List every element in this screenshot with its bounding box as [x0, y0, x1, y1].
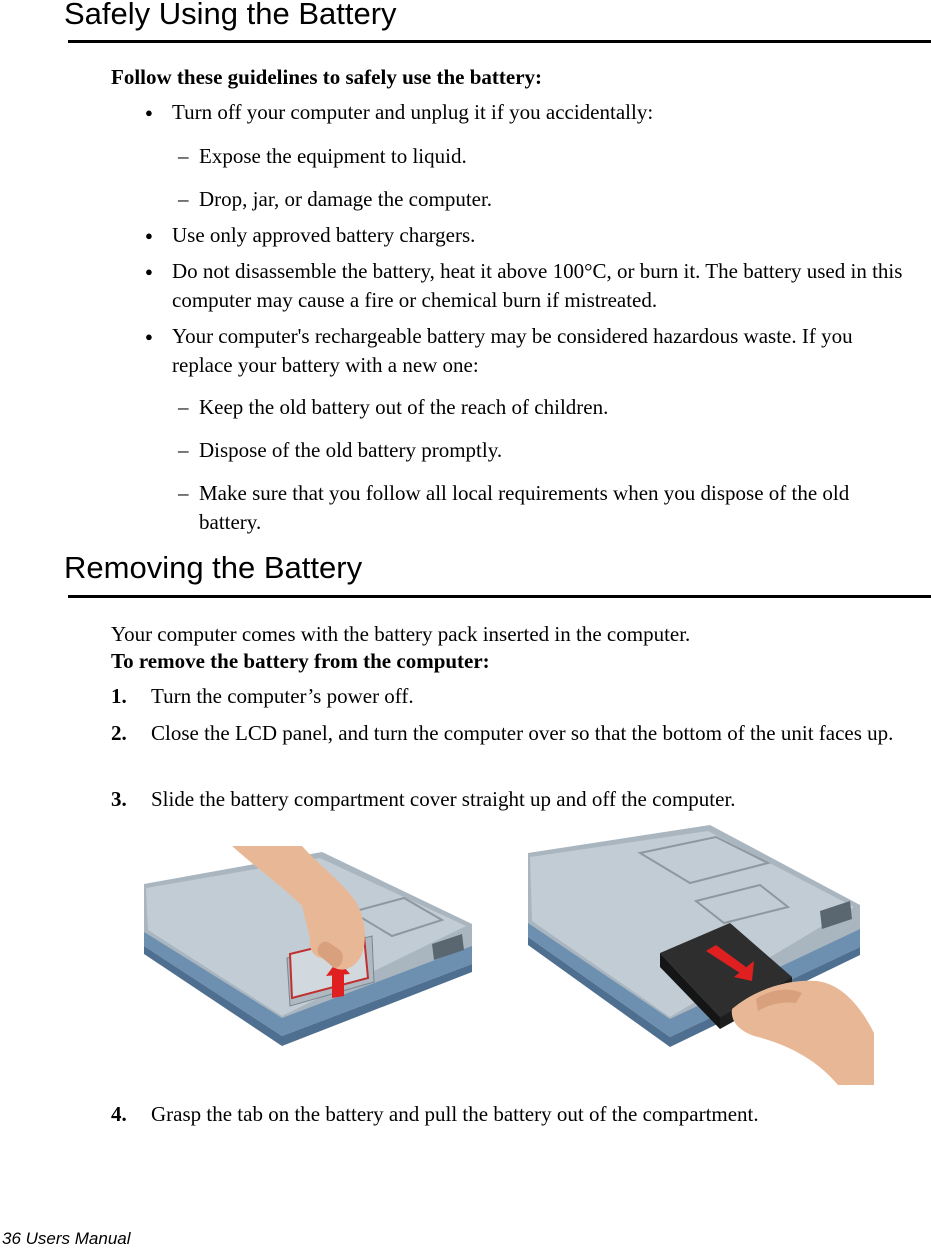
laptop-cover-removal-illustration: [142, 846, 482, 1082]
sub-keep-from-children: Keep the old battery out of the reach of children.: [199, 395, 609, 419]
laptop-battery-removal-illustration: [520, 823, 874, 1085]
sub-dispose-promptly: Dispose of the old battery promptly.: [199, 438, 503, 462]
sub-local-requirements: Make sure that you follow all local requirements when you dispose of the old battery.: [199, 481, 850, 534]
sub-drop-jar: Drop, jar, or damage the computer.: [199, 187, 493, 211]
bullet-glyph: ●: [145, 329, 153, 344]
step-number: 4.: [111, 1102, 127, 1126]
bullet-glyph: ●: [145, 228, 153, 243]
heading-rule: [68, 595, 931, 598]
sub-expose-liquid: Expose the equipment to liquid.: [199, 144, 467, 168]
removing-intro: Your computer comes with the battery pack inserted in the computer.: [111, 622, 691, 646]
bullet-turn-off: Turn off your computer and unplug it if you accidentally:: [172, 100, 654, 124]
guidelines-intro: Follow these guidelines to safely use the battery:: [111, 65, 543, 89]
dash-glyph: –: [178, 395, 189, 419]
step-text: Grasp the tab on the battery and pull the battery out of the compartment.: [151, 1102, 759, 1126]
dash-glyph: –: [178, 481, 189, 505]
section-heading-safely-using-battery: Safely Using the Battery: [64, 0, 397, 31]
step-number: 1.: [111, 684, 127, 708]
bullet-hazardous-waste: Your computer's rechargeable battery may be considered hazardous waste. If you replace your battery with a new one:: [172, 324, 853, 377]
step-text: Turn the computer’s power off.: [151, 684, 414, 708]
bullet-do-not-disassemble: Do not disassemble the battery, heat it above 100°C, or burn it. The battery used in this computer may cause a fire or chemical burn if mistreated.: [172, 259, 903, 312]
procedure-title: To remove the battery from the computer:: [111, 649, 490, 673]
dash-glyph: –: [178, 144, 189, 168]
step-text: Close the LCD panel, and turn the computer over so that the bottom of the unit faces up.: [151, 721, 894, 745]
dash-glyph: –: [178, 438, 189, 462]
step-number: 3.: [111, 787, 127, 811]
heading-rule: [68, 40, 931, 43]
step-text: Slide the battery compartment cover straight up and off the computer.: [151, 787, 736, 811]
page-footer: 36 Users Manual: [2, 1229, 131, 1248]
step-number: 2.: [111, 721, 127, 745]
dash-glyph: –: [178, 187, 189, 211]
bullet-approved-chargers: Use only approved battery chargers.: [172, 223, 476, 247]
bullet-glyph: ●: [145, 105, 153, 120]
section-heading-removing-battery: Removing the Battery: [64, 550, 363, 585]
bullet-glyph: ●: [145, 264, 153, 279]
